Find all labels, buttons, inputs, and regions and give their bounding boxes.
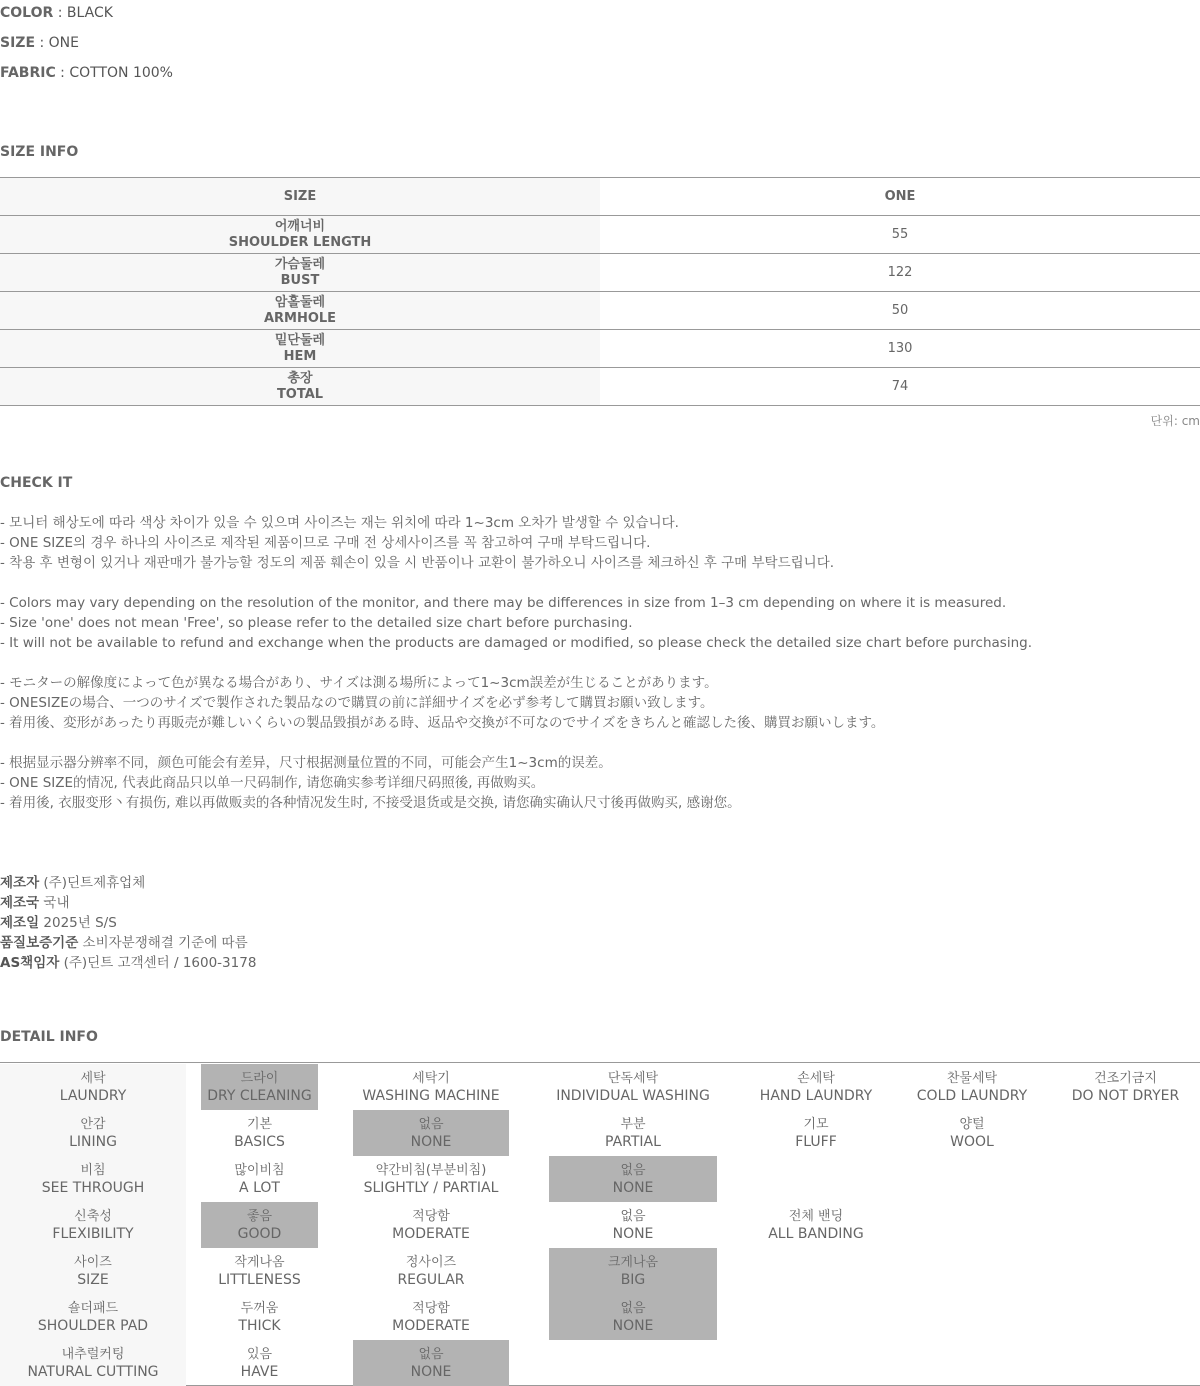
detail-kr: 크게나옴 — [607, 1254, 659, 1270]
detail-kr: 부분 — [620, 1116, 646, 1132]
detail-option — [201, 1110, 318, 1156]
detail-option-selected — [201, 1064, 318, 1110]
detail-kr: 안감 — [80, 1116, 106, 1132]
detail-kr: 드라이 — [240, 1070, 279, 1086]
detail-option-selected — [549, 1156, 717, 1202]
detail-kr: 두꺼움 — [240, 1300, 279, 1316]
detail-en: DO NOT DRYER — [1071, 1087, 1180, 1104]
date-line: 제조일 2025년 S/S — [0, 915, 117, 931]
detail-option — [201, 1294, 318, 1340]
detail-row-header — [0, 1294, 186, 1340]
size-row-en: SHOULDER LENGTH — [228, 234, 372, 250]
detail-option — [549, 1202, 717, 1248]
detail-kr: 전체 밴딩 — [788, 1208, 844, 1224]
check-line: - 착용 후 변형이 있거나 재판매가 불가능할 정도의 제품 훼손이 있을 시 반품이나 교환이 불가하오니 사이즈를 체크하신 후 구매 부탁드립니다. — [0, 555, 835, 571]
manufacturer-line: 제조자 (주)딘트제휴업체 — [0, 875, 146, 891]
detail-kr: 없음 — [418, 1116, 444, 1132]
detail-en: THICK — [238, 1317, 281, 1334]
detail-row — [0, 1248, 1200, 1294]
detail-kr: 좋음 — [246, 1208, 273, 1224]
detail-kr: 손세탁 — [797, 1070, 835, 1086]
check-line: - Size 'one' does not mean 'Free', so please refer to the detailed size chart before purchasing. — [0, 615, 633, 631]
detail-kr: 기모 — [803, 1116, 829, 1132]
detail-en: MODERATE — [392, 1225, 470, 1242]
detail-en: NONE — [612, 1179, 654, 1196]
size-header-label: SIZE — [0, 178, 600, 215]
detail-kr: 없음 — [620, 1208, 646, 1224]
check-line: - 根据显示器分辨率不同，颜色可能会有差异，尺寸根据测量位置的不同，可能会产生1~3cm的误差。 — [0, 755, 612, 771]
detail-kr: 없음 — [620, 1162, 646, 1178]
size-row-kr: 가슴둘레 — [274, 256, 326, 272]
detail-option — [201, 1248, 318, 1294]
detail-row-header — [0, 1156, 186, 1202]
detail-kr: 작게나옴 — [234, 1254, 285, 1270]
detail-info-title: DETAIL INFO — [0, 1029, 98, 1045]
size-row-en: HEM — [283, 348, 317, 364]
size-info-title: SIZE INFO — [0, 144, 79, 160]
detail-en: HAND LAUNDRY — [759, 1087, 873, 1104]
size-row-shoulder — [0, 216, 1200, 254]
check-line: - モニターの解像度によって色が異なる場合があり、サイズは測る場所によって1~3cm誤差が生じることがあります。 — [0, 675, 718, 691]
detail-en: BIG — [620, 1271, 646, 1288]
detail-row-header — [0, 1110, 186, 1156]
size-row-total — [0, 368, 1200, 406]
detail-kr: 세탁기 — [412, 1070, 450, 1086]
detail-option — [901, 1064, 1043, 1110]
check-line: - It will not be available to refund and exchange when the products are damaged or modified, so please check the detailed size chart before purchasing. — [0, 635, 1032, 651]
detail-kr: 약간비침(부분비침) — [375, 1162, 487, 1178]
detail-option — [353, 1294, 509, 1340]
detail-option — [353, 1248, 509, 1294]
detail-kr: 적당함 — [412, 1300, 450, 1316]
detail-en: REGULAR — [397, 1271, 465, 1288]
detail-option-selected — [353, 1110, 509, 1156]
detail-table — [0, 1062, 1200, 1386]
detail-en: FLEXIBILITY — [52, 1225, 134, 1242]
detail-option-selected — [201, 1202, 318, 1248]
detail-kr: 정사이즈 — [405, 1254, 457, 1270]
check-line: - 着用後、変形があったり再販売が難しいくらいの製品毀損がある時、返品や交換が不可なのでサイズをきちんと確認した後、購買お願いします。 — [0, 715, 885, 731]
spec-size: SIZE : ONE — [0, 35, 79, 51]
size-row-hem — [0, 330, 1200, 368]
spec-color: COLOR : BLACK — [0, 5, 113, 21]
detail-kr: 없음 — [620, 1300, 646, 1316]
detail-en: NONE — [612, 1317, 654, 1334]
size-row-value: 55 — [891, 227, 909, 242]
detail-en: ALL BANDING — [768, 1225, 864, 1242]
size-row-value: 74 — [891, 379, 909, 394]
detail-en: NONE — [410, 1363, 452, 1380]
size-table-header — [0, 178, 1200, 216]
detail-option — [1051, 1064, 1200, 1110]
unit-note: 단위: cm — [1150, 414, 1200, 428]
check-line: - ONESIZEの場合、一つのサイズで製作された製品なので購買の前に詳細サイズを必ず参考して購買お願い致します。 — [0, 695, 714, 711]
detail-row — [0, 1064, 1200, 1110]
detail-row — [0, 1340, 1200, 1386]
detail-kr: 있음 — [246, 1346, 273, 1362]
detail-kr: 세탁 — [80, 1070, 106, 1086]
detail-row-header — [0, 1064, 186, 1110]
detail-option — [731, 1202, 901, 1248]
size-table — [0, 177, 1200, 406]
check-line: - ONE SIZE의 경우 하나의 사이즈로 제작된 제품이므로 구매 전 상세사이즈를 꼭 참고하여 구매 부탁드립니다. — [0, 535, 651, 551]
warranty-line: 품질보증기준 소비자분쟁해결 기준에 따름 — [0, 935, 248, 951]
detail-option — [353, 1064, 509, 1110]
detail-kr: 많이비침 — [234, 1162, 285, 1178]
detail-kr: 찬물세탁 — [946, 1070, 998, 1086]
detail-option — [549, 1110, 717, 1156]
detail-kr: 숄더패드 — [67, 1300, 119, 1316]
detail-kr: 비침 — [80, 1162, 106, 1178]
detail-row-header — [0, 1248, 186, 1294]
detail-en: LAUNDRY — [59, 1087, 127, 1104]
size-row-kr: 총장 — [287, 370, 313, 386]
detail-en: PARTIAL — [605, 1133, 661, 1150]
detail-en: SHOULDER PAD — [37, 1317, 149, 1334]
detail-en: NONE — [410, 1133, 452, 1150]
detail-option — [353, 1156, 509, 1202]
size-row-kr: 밑단둘레 — [274, 332, 326, 348]
check-line: - 着用後, 衣服变形丶有损伤, 难以再做贩卖的各种情况发生时, 不接受退货或是交换, 请您确实确认尺寸後再做购买, 感谢您。 — [0, 795, 741, 811]
detail-kr: 내추럴커팅 — [61, 1346, 125, 1362]
detail-option-selected — [549, 1248, 717, 1294]
detail-option-selected — [353, 1340, 509, 1386]
detail-option — [731, 1110, 901, 1156]
detail-kr: 양털 — [959, 1116, 985, 1132]
size-header-value: ONE — [884, 189, 916, 204]
check-it-title: CHECK IT — [0, 475, 73, 491]
detail-en: DRY CLEANING — [207, 1087, 312, 1104]
size-row-value: 122 — [887, 265, 913, 280]
detail-row-header — [0, 1202, 186, 1248]
size-row-value: 50 — [891, 303, 909, 318]
origin-line: 제조국 국내 — [0, 895, 70, 911]
detail-row — [0, 1110, 1200, 1156]
check-line: - Colors may vary depending on the resolution of the monitor, and there may be differences in size from 1–3 cm depending on where it is measured. — [0, 595, 1007, 611]
detail-option — [201, 1156, 318, 1202]
detail-en: NONE — [612, 1225, 654, 1242]
detail-en: SIZE — [77, 1271, 109, 1288]
spec-fabric: FABRIC : COTTON 100% — [0, 65, 173, 81]
check-line: - ONE SIZE的情况, 代表此商品只以单一尺码制作, 请您确实参考详细尺码照後, 再做购买。 — [0, 775, 545, 791]
detail-en: WOOL — [950, 1133, 994, 1150]
detail-option — [353, 1202, 509, 1248]
size-row-value: 130 — [887, 341, 913, 356]
detail-en: BASICS — [234, 1133, 285, 1150]
detail-row — [0, 1202, 1200, 1248]
detail-en: MODERATE — [392, 1317, 470, 1334]
size-row-bust — [0, 254, 1200, 292]
detail-en: GOOD — [237, 1225, 282, 1242]
detail-en: WASHING MACHINE — [362, 1087, 500, 1104]
size-row-en: TOTAL — [276, 386, 324, 402]
detail-kr: 기본 — [246, 1116, 273, 1132]
check-line: - 모니터 해상도에 따라 색상 차이가 있을 수 있으며 사이즈는 재는 위치에 따라 1~3cm 오차가 발생할 수 있습니다. — [0, 515, 679, 531]
size-row-kr: 어깨너비 — [274, 218, 326, 234]
detail-row — [0, 1156, 1200, 1202]
detail-option — [731, 1064, 901, 1110]
detail-en: COLD LAUNDRY — [916, 1087, 1028, 1104]
detail-en: SLIGHTLY / PARTIAL — [363, 1179, 499, 1196]
detail-en: INDIVIDUAL WASHING — [556, 1087, 710, 1104]
detail-en: FLUFF — [795, 1133, 837, 1150]
size-row-en: ARMHOLE — [263, 310, 337, 326]
detail-option — [549, 1064, 717, 1110]
size-row-en: BUST — [280, 272, 320, 288]
detail-kr: 적당함 — [412, 1208, 450, 1224]
detail-en: LITTLENESS — [218, 1271, 301, 1288]
detail-en: LINING — [69, 1133, 117, 1150]
detail-row-header — [0, 1340, 186, 1386]
detail-kr: 없음 — [418, 1346, 444, 1362]
detail-kr: 단독세탁 — [607, 1070, 659, 1086]
size-row-armhole — [0, 292, 1200, 330]
detail-option — [201, 1340, 318, 1386]
detail-en: A LOT — [239, 1179, 280, 1196]
detail-en: NATURAL CUTTING — [27, 1363, 159, 1380]
detail-kr: 신축성 — [74, 1208, 112, 1224]
detail-en: SEE THROUGH — [41, 1179, 145, 1196]
size-row-kr: 암홀둘레 — [274, 294, 326, 310]
detail-option — [901, 1110, 1043, 1156]
detail-en: HAVE — [240, 1363, 279, 1380]
detail-option-selected — [549, 1294, 717, 1340]
detail-kr: 사이즈 — [74, 1254, 112, 1270]
detail-row — [0, 1294, 1200, 1340]
as-line: AS책임자 (주)딘트 고객센터 / 1600-3178 — [0, 955, 257, 971]
detail-kr: 건조기금지 — [1094, 1070, 1157, 1086]
